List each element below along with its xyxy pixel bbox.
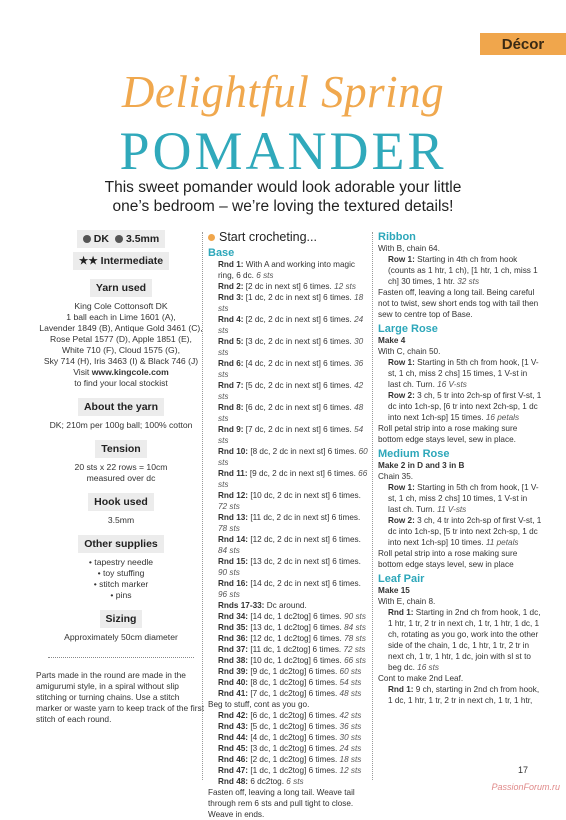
row-label: Rnd 2: xyxy=(218,282,244,291)
stitch-count: 36 sts xyxy=(339,722,362,731)
row-text: [14 dc, 1 dc2tog] 6 times. xyxy=(250,612,342,621)
row-label: Row 1: xyxy=(388,358,415,367)
pattern-row xyxy=(208,633,368,644)
row-label: Rnd 40: xyxy=(218,678,249,687)
about-yarn-text: DK; 210m per 100g ball; 100% cotton xyxy=(49,420,193,430)
row-text: [3 dc, 2 dc in next st] 6 times. xyxy=(245,337,352,346)
row-text: 9 ch, starting in 2nd ch from hook, 1 dc, 1 htr, 1 tr, 2 tr in next ch, 1 tr, 1 htr, xyxy=(388,685,540,705)
visit-line xyxy=(36,367,206,378)
yarn-used-heading: Yarn used xyxy=(90,279,152,297)
row-text: 3 ch, 5 tr into 2ch-sp of first V-st, 1 dc into 1ch-sp, [6 tr into next 2ch-sp, 1 dc into next 1ch-sp] 15 times. xyxy=(388,391,542,422)
leaf-make: Make 15 xyxy=(378,586,410,595)
stitch-count: 11 V-sts xyxy=(437,505,467,514)
stitch-count: 11 petals xyxy=(485,538,519,547)
stitch-count: 18 sts xyxy=(218,293,364,313)
leaf-chain: With E, chain 8. xyxy=(378,597,436,606)
page-number: 17 xyxy=(517,765,528,775)
yarn-line: Rose Petal 1577 (D), Apple 1851 (E), xyxy=(50,334,192,344)
leaf-pair-heading: Leaf Pair xyxy=(378,573,425,585)
divider xyxy=(48,657,194,658)
pattern-row xyxy=(208,556,368,578)
leaf-cont: Cont to make 2nd Leaf. xyxy=(378,674,464,683)
hook-size: 3.5mm xyxy=(125,233,160,245)
pattern-column-base xyxy=(208,232,368,820)
stitch-count: 42 sts xyxy=(218,381,364,401)
row-label: Rnd 45: xyxy=(218,744,249,753)
pattern-row xyxy=(208,743,368,754)
supply-item: • pins xyxy=(110,590,132,600)
yarn-weight: DK xyxy=(93,233,109,245)
watermark: PassionForum.ru xyxy=(491,782,560,792)
row-label: Rnd 16: xyxy=(218,579,249,588)
row-text: [4 dc, 1 dc2tog] 6 times. xyxy=(250,733,338,742)
yarn-ball-icon xyxy=(83,235,91,243)
ribbon-row-1 xyxy=(378,254,542,287)
stitch-count: 60 sts xyxy=(339,667,362,676)
bullet-dot-icon xyxy=(208,234,215,241)
row-text: [13 dc, 1 dc2tog] 6 times. xyxy=(250,623,342,632)
row-label: Rnd 11: xyxy=(218,469,248,478)
title-line-2: POMANDER xyxy=(119,121,447,181)
pattern-row xyxy=(208,754,368,765)
pattern-row xyxy=(208,424,368,446)
amigurumi-note: Parts made in the round are made in the amigurumi style, in a spiral without slip stitching or turning chains. Use a stitch marker or waste yarn to keep track of the first stitch of each round. xyxy=(36,670,205,724)
medium-rose-heading: Medium Rose xyxy=(378,448,450,460)
hook-icon xyxy=(115,235,123,243)
row-text: [14 dc, 2 dc in next st] 6 times. xyxy=(250,579,361,588)
large-rose-make: Make 4 xyxy=(378,336,406,345)
row-label: Rnd 46: xyxy=(218,755,249,764)
row-text: [2 dc, 1 dc2tog] 6 times. xyxy=(250,755,338,764)
pattern-row xyxy=(208,765,368,776)
row-text: With A and working into magic ring, 6 dc. xyxy=(218,260,355,280)
supplies-list xyxy=(36,557,206,601)
row-text: [9 dc, 1 dc2tog] 6 times. xyxy=(250,667,338,676)
pattern-row xyxy=(208,578,368,600)
stitch-count: 72 sts xyxy=(218,502,240,511)
supply-item: • toy stuffing xyxy=(97,568,145,578)
row-text: [8 dc, 1 dc2tog] 6 times. xyxy=(250,678,338,687)
row-text: [5 dc, 2 dc in next st] 6 times. xyxy=(245,381,352,390)
pattern-row xyxy=(208,446,368,468)
pattern-row xyxy=(208,358,368,380)
stitch-count: 66 sts xyxy=(344,656,366,665)
difficulty-badge xyxy=(73,252,169,270)
row-label: Rnd 47: xyxy=(218,766,249,775)
pattern-row xyxy=(208,281,368,292)
hook-used-heading: Hook used xyxy=(88,493,154,511)
stitch-count: 30 sts xyxy=(339,733,362,742)
stitch-count: 24 sts xyxy=(218,315,364,335)
stitch-count: 16 V-sts xyxy=(437,380,467,389)
large-rose-row-2 xyxy=(378,390,542,423)
stitch-count: 16 sts xyxy=(417,663,439,672)
row-label: Rnd 36: xyxy=(218,634,249,643)
row-label: Rnd 15: xyxy=(218,557,249,566)
row-text: [13 dc, 2 dc in next st] 6 times. xyxy=(250,557,361,566)
pattern-row xyxy=(208,468,368,490)
ribbon-intro: With B, chain 64. xyxy=(378,244,440,253)
stitch-count: 30 sts xyxy=(218,337,364,357)
stitch-count: 12 sts xyxy=(334,282,356,291)
stitch-count: 60 sts xyxy=(218,447,368,467)
supply-item: • stitch marker xyxy=(93,579,149,589)
stitch-count: 32 sts xyxy=(457,277,480,286)
large-rose-row-1 xyxy=(378,357,542,390)
stitch-count: 84 sts xyxy=(218,546,240,555)
pattern-row xyxy=(208,666,368,677)
stitch-count: 96 sts xyxy=(218,590,240,599)
yarn-used-list xyxy=(36,301,206,389)
pattern-column-parts xyxy=(378,232,542,706)
sidebar xyxy=(36,230,206,725)
column-divider xyxy=(372,232,373,780)
row-label: Row 2: xyxy=(388,391,415,400)
intro-line-1: This sweet pomander would look adorable your little xyxy=(104,179,462,196)
row-label: Rnd 1: xyxy=(388,608,414,617)
pattern-row xyxy=(208,732,368,743)
stitch-count: 54 sts xyxy=(339,678,362,687)
stitch-count: 48 sts xyxy=(339,689,362,698)
large-rose-chain: With C, chain 50. xyxy=(378,347,441,356)
difficulty-level: Intermediate xyxy=(100,255,164,267)
start-heading xyxy=(208,232,368,243)
large-rose-heading: Large Rose xyxy=(378,323,438,335)
base-rows xyxy=(208,259,368,699)
row-text: [7 dc, 1 dc2tog] 6 times. xyxy=(250,689,338,698)
row-label: Rnd 48: xyxy=(218,777,249,786)
yarn-line: Lavender 1849 (B), Antique Gold 3461 (C), xyxy=(39,323,203,333)
other-supplies-heading: Other supplies xyxy=(78,535,164,553)
pattern-row xyxy=(208,512,368,534)
stitch-count: 42 sts xyxy=(339,711,362,720)
intro-line-2: one’s bedroom – we’re loving the textured details! xyxy=(112,198,454,215)
medium-rose-row-2 xyxy=(378,515,542,548)
row-label: Rnd 39: xyxy=(218,667,249,676)
row-label: Row 1: xyxy=(388,255,415,264)
tension-line-1: 20 sts x 22 rows = 10cm xyxy=(74,462,168,472)
stitch-count: 12 sts xyxy=(339,766,362,775)
stitch-count: 36 sts xyxy=(218,359,364,379)
column-divider xyxy=(202,232,203,780)
pattern-row xyxy=(208,721,368,732)
row-label: Row 2: xyxy=(388,516,415,525)
row-label: Rnd 44: xyxy=(218,733,249,742)
pattern-row xyxy=(208,644,368,655)
row-text: [1 dc, 1 dc2tog] 6 times. xyxy=(250,766,338,775)
pattern-row xyxy=(208,534,368,556)
ribbon-fasten: Fasten off, leaving a long tail. Being careful not to twist, sew short ends tog with tail then sew to centre top of Base. xyxy=(378,288,539,319)
intro-text xyxy=(30,178,536,216)
pattern-row xyxy=(208,292,368,314)
ribbon-heading: Ribbon xyxy=(378,231,416,243)
row-text: Dc around. xyxy=(266,601,307,610)
row-label: Rnd 13: xyxy=(218,513,249,522)
row-label: Rnd 7: xyxy=(218,381,244,390)
pattern-row xyxy=(208,655,368,666)
row-label: Rnd 43: xyxy=(218,722,249,731)
stitch-count: 54 sts xyxy=(218,425,364,445)
base-rows-2 xyxy=(208,710,368,787)
visit-link[interactable]: www.kingcole.com xyxy=(91,367,169,377)
base-heading: Base xyxy=(208,247,235,259)
row-label: Row 1: xyxy=(388,483,415,492)
section-tag: Décor xyxy=(480,33,566,55)
row-text: [6 dc, 1 dc2tog] 6 times. xyxy=(250,711,338,720)
base-fasten: Fasten off, leaving a long tail. Weave tail through rem 6 sts and pull tight to close. Weave in ends. xyxy=(208,788,355,819)
row-label: Rnd 35: xyxy=(218,623,249,632)
stitch-count: 6 sts xyxy=(256,271,274,280)
pattern-row xyxy=(208,600,368,611)
pattern-row xyxy=(208,380,368,402)
stitch-count: 72 sts xyxy=(343,645,366,654)
pattern-row xyxy=(208,688,368,699)
pattern-row xyxy=(208,677,368,688)
row-label: Rnd 9: xyxy=(218,425,244,434)
row-label: Rnd 42: xyxy=(218,711,249,720)
row-text: [3 dc, 1 dc2tog] 6 times. xyxy=(250,744,338,753)
pattern-row xyxy=(208,490,368,512)
hook-used-text: 3.5mm xyxy=(107,515,135,525)
row-label: Rnds 17-33: xyxy=(218,601,265,610)
stitch-count: 90 sts xyxy=(344,612,366,621)
row-text: [6 dc, 2 dc in next st] 6 times. xyxy=(245,403,352,412)
title-line-1: Delightful Spring xyxy=(121,67,445,117)
stitch-count: 16 petals xyxy=(485,413,520,422)
yarn-line: King Cole Cottonsoft DK xyxy=(74,301,168,311)
row-label: Rnd 8: xyxy=(218,403,244,412)
stitch-count: 24 sts xyxy=(339,744,362,753)
row-text: [12 dc, 2 dc in next st] 6 times. xyxy=(250,535,361,544)
yarn-line: Sky 714 (H), Iris 3463 (I) & Black 746 (J) xyxy=(43,356,199,366)
row-text: [9 dc, 2 dc in next st] 6 times. xyxy=(249,469,356,478)
stitch-count: 66 sts xyxy=(218,469,368,489)
row-label: Rnd 10: xyxy=(218,447,249,456)
difficulty-stars: ★★ xyxy=(78,255,98,267)
row-text: [11 dc, 1 dc2tog] 6 times. xyxy=(250,645,342,654)
row-label: Rnd 34: xyxy=(218,612,249,621)
row-text: 6 dc2tog. xyxy=(250,777,284,786)
row-text: [2 dc, 2 dc in next st] 6 times. xyxy=(245,315,352,324)
pattern-row xyxy=(208,314,368,336)
pattern-row xyxy=(208,259,368,281)
visit-prefix: Visit xyxy=(73,367,92,377)
large-rose-roll: Roll petal strip into a rose making sure bottom edge stays level, sew in place. xyxy=(378,424,518,444)
supply-item: • tapestry needle xyxy=(88,557,154,567)
row-text: [4 dc, 2 dc in next st] 6 times. xyxy=(245,359,352,368)
pattern-row xyxy=(208,622,368,633)
row-text: [10 dc, 2 dc in next st] 6 times. xyxy=(250,491,361,500)
sizing-text: Approximately 50cm diameter xyxy=(64,632,178,642)
row-label: Rnd 4: xyxy=(218,315,244,324)
pattern-row xyxy=(208,611,368,622)
leaf-rnd-1 xyxy=(378,607,542,673)
medium-rose-make: Make 2 in D and 3 in B xyxy=(378,461,465,470)
beg-stuff: Beg to stuff, cont as you go. xyxy=(208,700,310,709)
medium-rose-row-1 xyxy=(378,482,542,515)
row-label: Rnd 1: xyxy=(388,685,414,694)
pattern-row xyxy=(208,710,368,721)
tension-heading: Tension xyxy=(95,440,146,458)
row-text: [8 dc, 2 dc in next st] 6 times. xyxy=(250,447,357,456)
yarn-line: White 710 (F), Cloud 1575 (G), xyxy=(62,345,180,355)
row-text: Starting in 5th ch from hook, [1 V-st, 1 ch, miss 2 chs] 10 times, 1 V-st in last ch. Turn. xyxy=(388,483,539,514)
start-label: Start crocheting... xyxy=(219,230,317,244)
row-text: [11 dc, 2 dc in next st] 6 times. xyxy=(250,513,361,522)
row-text: Starting in 5th ch from hook, [1 V-st, 1 ch, miss 2 chs] 15 times, 1 V-st in last ch. Turn. xyxy=(388,358,539,389)
medium-rose-roll: Roll petal strip into a rose making sure bottom edge stays level, sew in place xyxy=(378,549,518,569)
tension-line-2: measured over dc xyxy=(86,473,156,483)
row-text: [1 dc, 2 dc in next st] 6 times. xyxy=(245,293,352,302)
stitch-count: 6 sts xyxy=(286,777,304,786)
yarn-hook-badge xyxy=(77,230,165,248)
row-label: Rnd 3: xyxy=(218,293,244,302)
stitch-count: 78 sts xyxy=(344,634,366,643)
pattern-row xyxy=(208,776,368,787)
sizing-heading: Sizing xyxy=(100,610,143,628)
row-text: Starting in 2nd ch from hook, 1 dc, 1 htr, 1 tr, 2 tr in next ch, 1 tr, 1 htr, 1 dc, 1 ch, rotating as you go, work into the other side of the chain, 1 dc, 1 htr, 1 tr, 2 tr in next ch, 1 tr, 1 htr, 1 dc, join with sl st to beg dc. xyxy=(388,608,541,672)
row-text: 3 ch, 4 tr into 2ch-sp of first V-st, 1 dc into 1ch-sp, [5 tr into next 2ch-sp, 1 dc into next 1ch-sp] 10 times. xyxy=(388,516,542,547)
row-text: Starting in 4th ch from hook (counts as 1 htr, 1 ch), [1 htr, 1 ch, miss 1 ch] 30 times, 1 htr. xyxy=(388,255,538,286)
row-text: [7 dc, 2 dc in next st] 6 times. xyxy=(245,425,352,434)
stitch-count: 90 sts xyxy=(218,568,240,577)
yarn-line: 1 ball each in Lime 1601 (A), xyxy=(66,312,176,322)
row-label: Rnd 41: xyxy=(218,689,249,698)
medium-rose-chain: Chain 35. xyxy=(378,472,414,481)
row-label: Rnd 14: xyxy=(218,535,249,544)
row-text: [10 dc, 1 dc2tog] 6 times. xyxy=(250,656,342,665)
stitch-count: 48 sts xyxy=(218,403,364,423)
pattern-row xyxy=(208,336,368,358)
row-label: Rnd 6: xyxy=(218,359,244,368)
visit-suffix: to find your local stockist xyxy=(74,378,168,388)
leaf2-rnd-1 xyxy=(378,684,542,706)
row-text: [2 dc in next st] 6 times. xyxy=(245,282,332,291)
row-label: Rnd 12: xyxy=(218,491,249,500)
pattern-row xyxy=(208,402,368,424)
about-yarn-heading: About the yarn xyxy=(78,398,164,416)
row-label: Rnd 37: xyxy=(218,645,249,654)
stitch-count: 78 sts xyxy=(218,524,240,533)
row-label: Rnd 1: xyxy=(218,260,244,269)
row-label: Rnd 38: xyxy=(218,656,249,665)
row-label: Rnd 5: xyxy=(218,337,244,346)
row-text: [12 dc, 1 dc2tog] 6 times. xyxy=(250,634,342,643)
stitch-count: 84 sts xyxy=(344,623,366,632)
row-text: [5 dc, 1 dc2tog] 6 times. xyxy=(250,722,338,731)
stitch-count: 18 sts xyxy=(339,755,362,764)
